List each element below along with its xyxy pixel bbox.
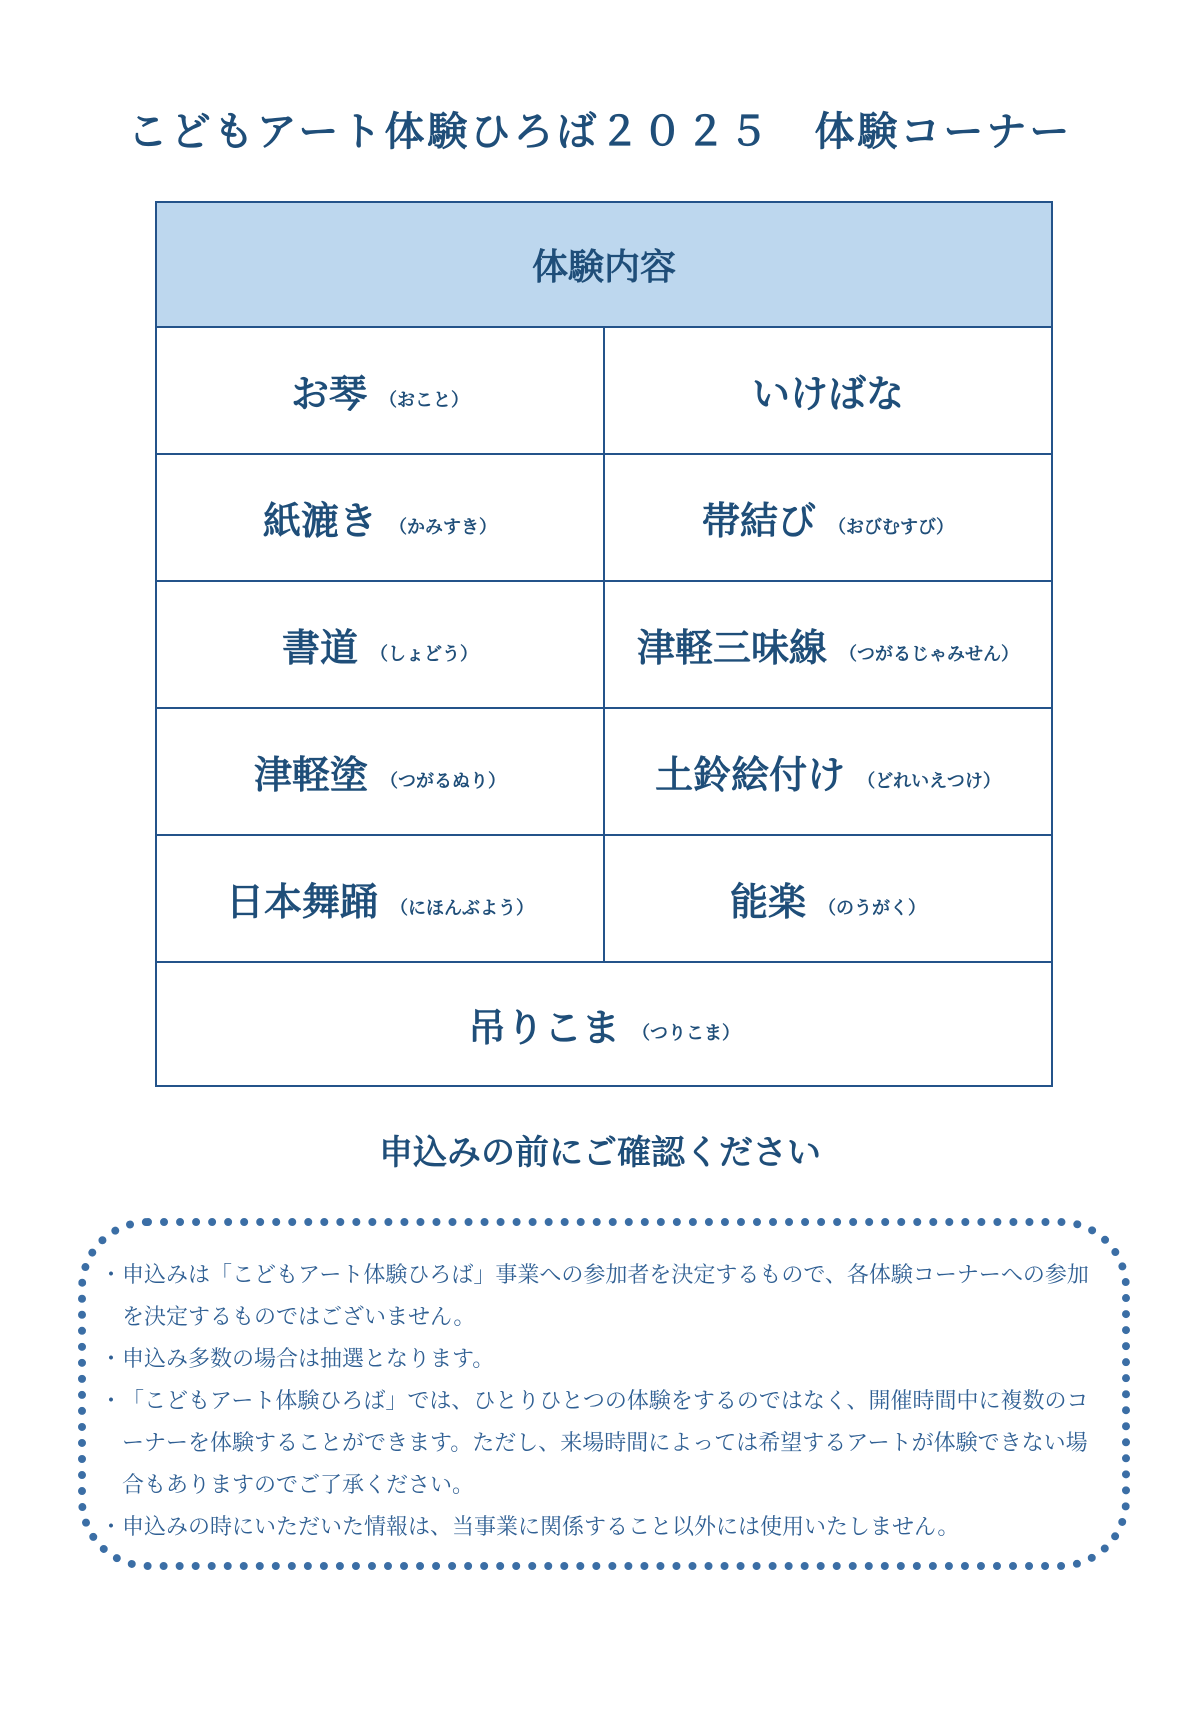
notice-heading: 申込みの前にご確認ください [379,1133,821,1173]
experience-reading: （しょどう） [370,643,478,665]
experience-name: 能楽 [729,880,806,924]
experience-cell [157,836,605,961]
bullet-icon: ・ [100,1347,123,1372]
bullet-icon: ・ [100,1263,123,1288]
table-row [157,963,1051,1085]
notice-text: 申込みは「こどもアート体験ひろば」事業への参加者を決定するもので、各体験コーナーへの参加を決定するものではございません。 [122,1263,1089,1330]
experience-reading: （おこと） [379,389,469,411]
table-row [157,836,1051,963]
notice-text: 「こどもアート体験ひろば」では、ひとりひとつの体験をするのではなく、開催時間中に複数のコーナーを体験することができます。ただし、来場時間によっては希望するアートが体験できない場合もありますのでご了承ください。 [122,1389,1089,1498]
experience-name: 日本舞踊 [225,880,378,924]
notice-text: 申込みの時にいただいた情報は、当事業に関係すること以外には使用いたしません。 [122,1515,960,1540]
experience-cell [605,709,1051,834]
experience-cell [157,582,605,707]
experience-reading: （のうがく） [818,897,926,919]
experience-cell [605,582,1051,707]
notice-text: 申込み多数の場合は抽選となります。 [122,1347,495,1372]
notice-list [100,1255,1100,1549]
experience-reading: （つりこま） [632,1023,740,1044]
experience-name: 津軽塗 [253,753,368,797]
experience-table [155,201,1053,1087]
table-row [157,709,1051,836]
bullet-icon: ・ [100,1389,123,1414]
experience-reading: （にほんぶよう） [390,897,534,919]
table-row [157,328,1051,455]
experience-reading: （どれいえつけ） [857,770,1001,792]
experience-name: いけばな [751,372,904,416]
experience-cell [157,963,1051,1085]
experience-cell [605,328,1051,453]
experience-reading: （つがるじゃみせん） [839,643,1019,665]
experience-name: 吊りこま [467,1005,620,1050]
notice-item [100,1255,1100,1339]
experience-cell [157,455,605,580]
experience-name: 書道 [281,626,358,670]
experience-name: 土鈴絵付け [655,753,846,797]
experience-cell [157,328,605,453]
table-row [157,582,1051,709]
experience-name: 帯結び [701,499,816,543]
experience-reading: （かみすき） [389,516,497,538]
experience-name: お琴 [290,372,367,416]
experience-name: 津軽三味線 [636,626,827,670]
bullet-icon: ・ [100,1515,123,1540]
experience-reading: （つがるぬり） [380,770,506,792]
experience-name: 紙漉き [262,499,377,543]
table-row [157,455,1051,582]
table-header: 体験内容 [157,203,1051,328]
experience-reading: （おびむすび） [828,516,954,538]
experience-cell [605,836,1051,961]
notice-item [100,1339,1100,1381]
notice-item [100,1507,1100,1549]
notice-item [100,1381,1100,1507]
experience-cell [157,709,605,834]
experience-cell [605,455,1051,580]
page-title: こどもアート体験ひろば２０２５ 体験コーナー [127,109,1073,155]
